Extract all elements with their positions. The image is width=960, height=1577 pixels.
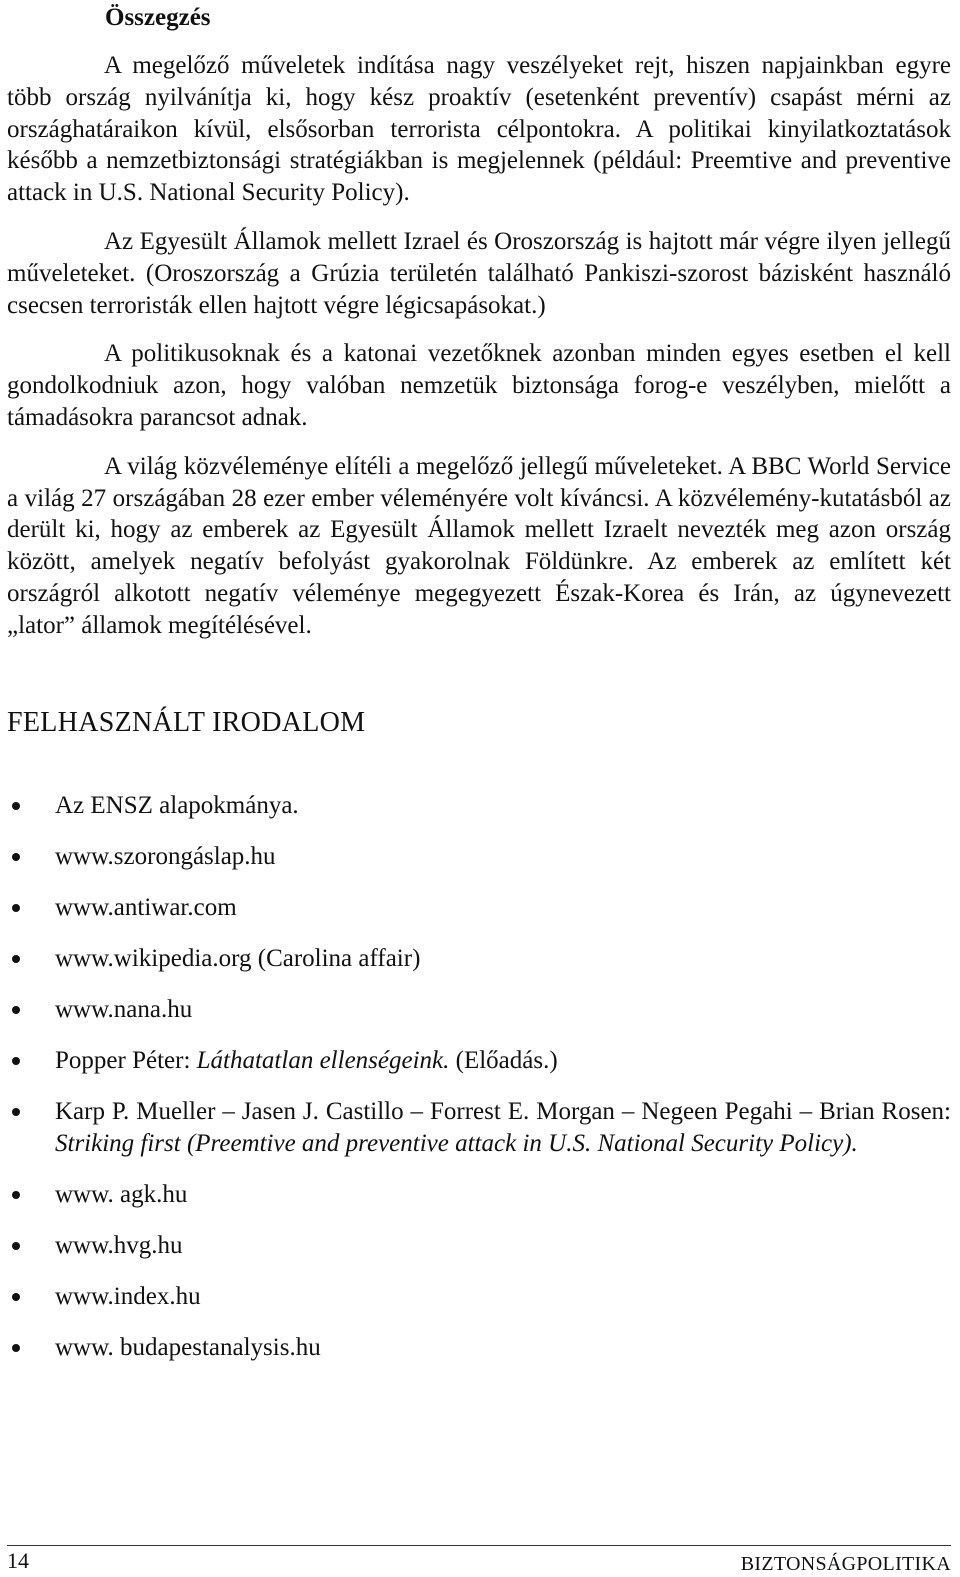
bullet-icon — [12, 1108, 20, 1116]
bullet-icon — [12, 1344, 20, 1352]
references-title: FELHASZNÁLT IRODALOM — [7, 707, 366, 738]
paragraph-4: A világ közvéleménye elítéli a megelőző jellegű műveleteket. A BBC World Service a világ 27 országában 28 ezer ember véleményére volt kíváncsi. A közvélemény-kutatásból az derült ki, hogy az emberek az Egyesült Államok mellett Izraelt nevezték meg azon ország között, amelyek negatív befolyást gyakorolnak Földünkre. Az emberek az említett két országról alkotott negatív véleménye megegyezett Észak-Korea és Irán, az úgynevezett „lator” államok megítélésével. — [7, 452, 951, 639]
reference-item-11 — [7, 1332, 951, 1364]
reference-text: www.wikipedia.org (Carolina affair) — [55, 944, 421, 972]
reference-note: (Előadás.) — [449, 1046, 558, 1074]
reference-text: www.antiwar.com — [55, 893, 237, 921]
reference-text: www. budapestanalysis.hu — [55, 1333, 321, 1361]
bullet-icon — [12, 853, 20, 861]
reference-author: Popper Péter: — [55, 1046, 197, 1074]
bullet-icon — [12, 1191, 20, 1199]
reference-item-5 — [7, 994, 951, 1026]
bullet-icon — [12, 1242, 20, 1250]
bullet-icon — [12, 1057, 20, 1065]
running-head: BIZTONSÁGPOLITIKA — [740, 1553, 951, 1575]
paragraph-2: Az Egyesült Államok mellett Izrael és Oroszország is hajtott már végre ilyen jellegű műveleteket. (Oroszország a Grúzia területén található Pankiszi-szorost bázisként használó csecsen terroristák ellen hajtott végre légicsapásokat.) — [7, 227, 951, 319]
reference-title: Láthatatlan ellenségeink. — [196, 1046, 450, 1074]
reference-text: www.hvg.hu — [55, 1231, 183, 1259]
bullet-icon — [12, 802, 20, 810]
reference-item-9 — [7, 1230, 951, 1262]
reference-item-1 — [7, 790, 951, 822]
references-list — [7, 790, 951, 1383]
paragraph-1: A megelőző műveletek indítása nagy veszélyeket rejt, hiszen napjainkban egyre több ország nyilvánítja ki, hogy kész proaktív (esetenként preventív) csapást mérni az országhatáraikon kívül, elsősorban terrorista célpontokra. A politikai kinyilatkoztatások később a nemzetbiztonsági stratégiákban is megjelennek (például: Preemtive and preventive attack in U.S. National Security Policy). — [7, 52, 951, 207]
bullet-icon — [12, 955, 20, 963]
reference-item-3 — [7, 892, 951, 924]
bullet-icon — [12, 1006, 20, 1014]
footer-divider — [7, 1545, 951, 1546]
summary-body — [7, 50, 951, 659]
reference-item-7 — [7, 1096, 951, 1160]
paragraph-3: A politikusoknak és a katonai vezetőknek azonban minden egyes esetben el kell gondolkodniuk azon, hogy valóban nemzetük biztonsága forog-e veszélyben, mielőtt a támadásokra parancsot adnak. — [7, 340, 951, 431]
reference-item-2 — [7, 841, 951, 873]
reference-item-6 — [7, 1045, 951, 1077]
reference-author: Karp P. Mueller – Jasen J. Castillo – Forrest E. Morgan – Negeen Pegahi – Brian Rosen: — [55, 1097, 951, 1125]
section-title: Összegzés — [105, 4, 211, 31]
reference-text: Az ENSZ alapokmánya. — [55, 792, 299, 819]
reference-text: www.nana.hu — [55, 995, 193, 1023]
reference-item-8 — [7, 1179, 951, 1211]
reference-text: www.index.hu — [55, 1282, 201, 1310]
bullet-icon — [12, 904, 20, 912]
reference-text: www. agk.hu — [55, 1180, 188, 1208]
reference-title: Striking first (Preemtive and preventive attack in U.S. National Security Policy). — [55, 1129, 858, 1157]
reference-item-10 — [7, 1281, 951, 1313]
bullet-icon — [12, 1293, 20, 1301]
reference-text: www.szorongáslap.hu — [55, 842, 276, 870]
reference-item-4 — [7, 943, 951, 975]
page-number: 14 — [7, 1548, 29, 1573]
